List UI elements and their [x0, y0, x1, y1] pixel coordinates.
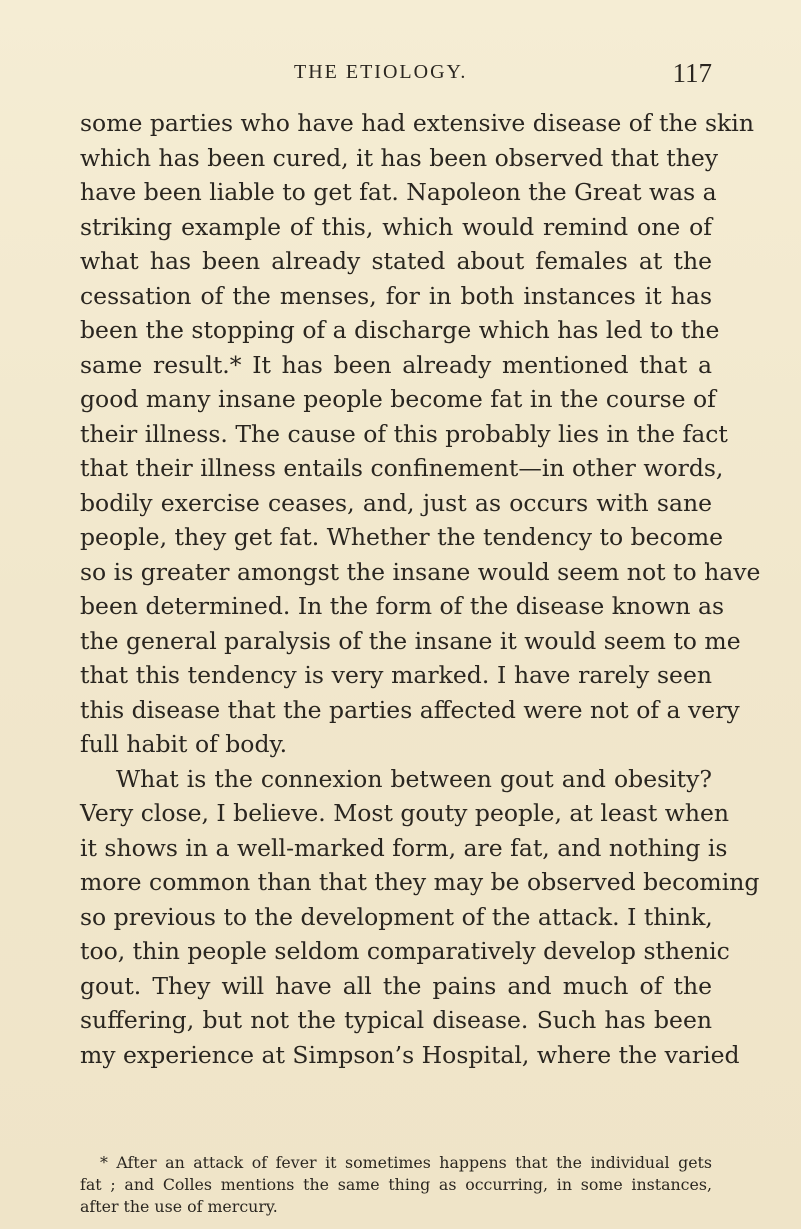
- text-line: it shows in a well-marked form, are fat, and nothing is: [80, 833, 728, 862]
- running-title: THE ETIOLOGY.: [294, 61, 468, 83]
- text-line: striking example of this, which would remind one of: [80, 212, 712, 241]
- text-line: the general paralysis of the insane it would seem to me: [80, 626, 741, 655]
- text-line: been the stopping of a discharge which has led to the: [80, 316, 720, 344]
- text-line: that this tendency is very marked. I have rarely seen: [80, 661, 712, 689]
- paragraph-end-line: full habit of body.: [80, 730, 288, 758]
- text-line: some parties who have had extensive disease of the skin: [80, 109, 754, 137]
- text-line: my experience at Simpson’s Hospital, where the varied: [80, 1040, 740, 1069]
- footnote-line: after the use of mercury.: [80, 1197, 278, 1216]
- footnote-line: * After an attack of fever it sometimes happens that the individual gets: [100, 1153, 712, 1172]
- footnote: [80, 1152, 712, 1218]
- text-line: people, they get fat. Whether the tendency to become: [80, 523, 724, 551]
- text-line: Very close, I believe. Most gouty people, at least when: [80, 799, 730, 827]
- text-line: that their illness entails confinement—in other words,: [80, 454, 724, 482]
- text-line: been determined. In the form of the disease known as: [80, 592, 725, 620]
- page-number: 117: [672, 58, 712, 88]
- text-line: bodily exercise ceases, and, just as occurs with sane: [80, 488, 712, 517]
- text-line: more common than that they may be observed becoming: [80, 868, 760, 896]
- footnote-line: fat ; and Colles mentions the same thing as occurring, in some instances,: [80, 1175, 712, 1194]
- text-line: so previous to the development of the attack. I think,: [80, 902, 713, 931]
- text-line: this disease that the parties affected were not of a very: [80, 695, 740, 724]
- text-line: same result.* It has been already mentioned that a: [80, 350, 712, 379]
- text-line: cessation of the menses, for in both instances it has: [80, 281, 712, 310]
- text-line: so is greater amongst the insane would seem not to have: [80, 557, 761, 586]
- running-head: [80, 58, 712, 90]
- paragraph-start-line: What is the connexion between gout and obesity?: [116, 764, 712, 793]
- text-line: which has been cured, it has been observed that they: [80, 143, 719, 172]
- text-line: good many insane people become fat in the course of: [80, 385, 716, 413]
- text-line: suffering, but not the typical disease. Such has been: [80, 1006, 712, 1034]
- text-line: gout. They will have all the pains and much of the: [80, 971, 712, 1000]
- text-line: have been liable to get fat. Napoleon the Great was a: [80, 178, 717, 206]
- text-line: their illness. The cause of this probably lies in the fact: [80, 419, 728, 448]
- body-text: [80, 106, 761, 1072]
- text-line: too, thin people seldom comparatively develop sthenic: [80, 937, 730, 965]
- text-line: what has been already stated about females at the: [80, 247, 712, 275]
